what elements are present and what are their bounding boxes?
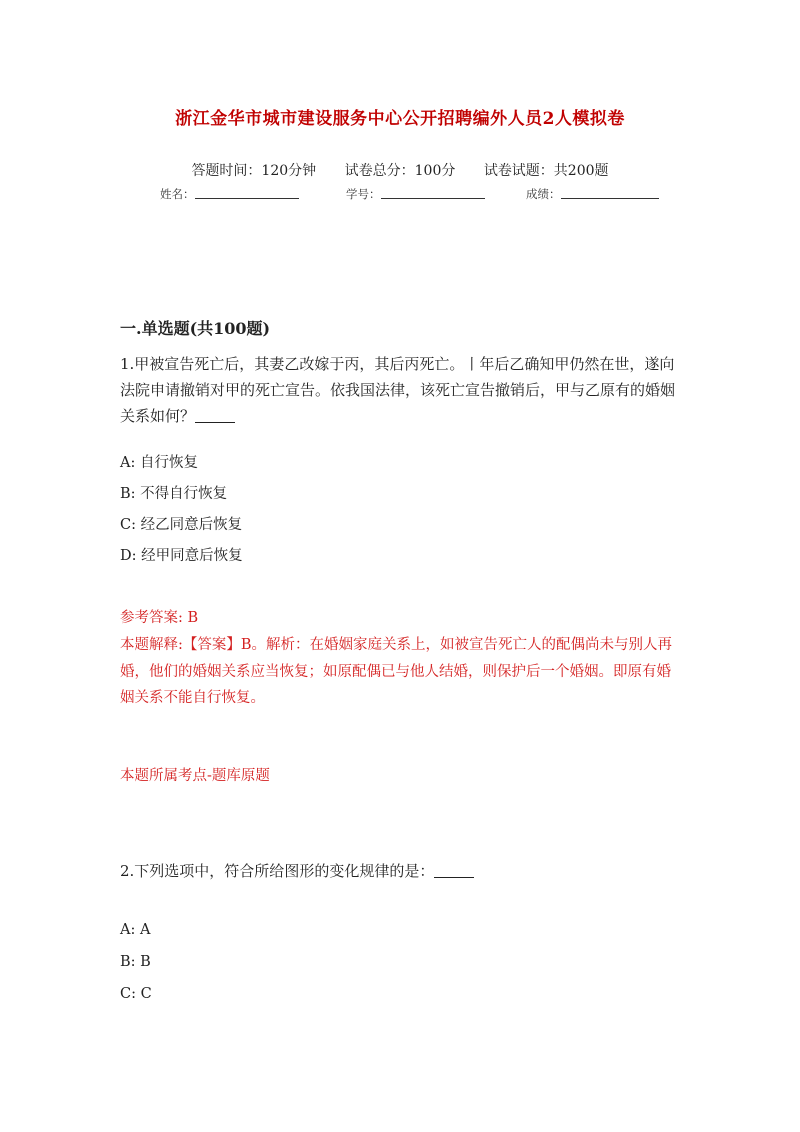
id-label: 学号： — [346, 187, 381, 201]
q1-option-b[interactable]: B: 不得自行恢复 — [120, 486, 228, 502]
q1-option-c[interactable]: C: 经乙同意后恢复 — [120, 517, 243, 533]
total-questions: 试卷试题：共200题 — [483, 163, 609, 179]
q2-option-a[interactable]: A: A — [120, 922, 151, 938]
question-2-text: 2.下列选项中，符合所给图形的变化规律的是： — [120, 862, 435, 880]
section-title: 一.单选题(共100题) — [120, 319, 271, 338]
name-blank[interactable] — [195, 187, 299, 199]
question-1 — [120, 351, 680, 429]
q2-option-b[interactable]: B: B — [120, 954, 151, 970]
name-field — [160, 186, 299, 202]
q2-option-c[interactable]: C: C — [120, 986, 152, 1002]
answer-blank — [434, 863, 474, 878]
score-blank[interactable] — [561, 187, 659, 199]
score-label: 成绩： — [526, 187, 561, 201]
score-field — [526, 186, 659, 202]
q1-explanation: 本题解释:【答案】B。解析：在婚姻家庭关系上，如被宣告死亡人的配偶尚未与别人再婚，他们的婚姻关系应当恢复；如原配偶已与他人结婚，则保护后一个婚姻。即原有婚姻关系不能自行恢复。 — [120, 637, 673, 706]
answer-blank — [195, 408, 235, 423]
question-1-text: 1.甲被宣告死亡后，其妻乙改嫁于丙，其后丙死亡。丨年后乙确知甲仍然在世，遂向法院申请撤销对甲的死亡宣告。依我国法律，该死亡宣告撤销后，甲与乙原有的婚姻关系如何？ — [120, 355, 676, 425]
q1-answer: 参考答案: B — [120, 610, 199, 626]
q1-topic: 本题所属考点-题库原题 — [120, 768, 270, 784]
q1-option-a[interactable]: A: 自行恢复 — [120, 455, 198, 471]
exam-title: 浙江金华市城市建设服务中心公开招聘编外人员2人模拟卷 — [175, 109, 625, 129]
name-label: 姓名： — [160, 187, 195, 201]
total-score: 试卷总分：100分 — [344, 163, 456, 179]
answer-time: 答题时间：120分钟 — [191, 163, 317, 179]
q1-option-d[interactable]: D: 经甲同意后恢复 — [120, 548, 243, 564]
id-blank[interactable] — [381, 187, 485, 199]
exam-meta — [0, 160, 800, 180]
id-field — [346, 186, 485, 202]
question-2 — [120, 858, 680, 884]
